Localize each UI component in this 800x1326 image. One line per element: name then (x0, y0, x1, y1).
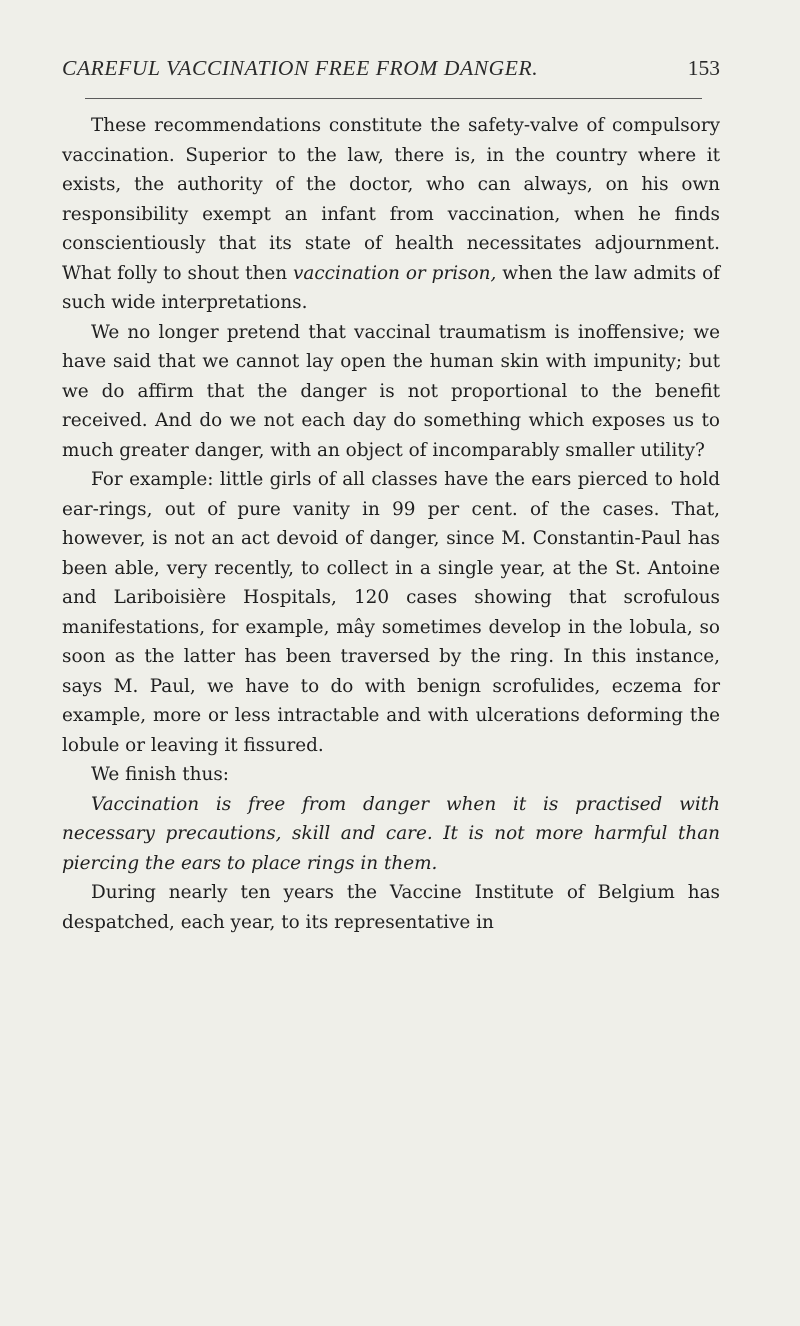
paragraph-conclusion (62, 790, 720, 879)
running-title: CAREFUL VACCINATION FREE FROM DANGER. (62, 56, 539, 80)
paragraph-we-finish: We finish thus: (91, 764, 229, 785)
page-number: 153 (687, 56, 720, 80)
paragraph-safety-valve: These recommendations constitute the safety-valve of compulsory vaccination. Superior to the law, there is, in the country where it exists, the authority of the doctor, who can always, on his own responsibility exempt an infant from vaccination, when he finds conscientiously that its state of health necessitates adjournment. What folly to shout then vaccination or prison, when the law admits of such wide interpretations. (62, 115, 720, 313)
header-rule (85, 98, 702, 99)
conclusion-italic: Vaccination is free from danger when it is practised with necessary precautions, skill and care. It is not more harmful than piercing the ears to place rings in them. (62, 793, 720, 874)
paragraph-traumatism: We no longer pretend that vaccinal traumatism is inoffensive; we have said that we cannot lay open the human skin with impunity; but we do affirm that the danger is not proportional to the benefit received. And do we not each day do something which exposes us to much greater danger, with an object of incomparably smaller utility? (62, 321, 720, 461)
paragraph-ear-piercing: For example: little girls of all classes have the ears pierced to hold ear-rings, out of pure vanity in 99 per cent. of the cases. That, however, is not an act devoid of danger, since M. Constantin-Paul has been able, very recently, to collect in a single year, at the St. Antoine and Lariboisière Hospitals, 120 cases showing that scrofulous manifestations, for example, mây sometimes develop in the lobula, so soon as the latter has been traversed by the ring. In this instance, says M. Paul, we have to do with benign scrofulides, eczema for example, more or less intractable and with ulcerations deforming the lobule or leaving it fissured. (62, 469, 720, 756)
paragraph-vaccine-institute: During nearly ten years the Vaccine Institute of Belgium has despatched, each year, to its representative in (62, 882, 720, 933)
emphasis-vaccination-or-prison: vaccination or prison, (293, 262, 497, 284)
running-head (62, 56, 720, 90)
body-text (62, 111, 720, 937)
